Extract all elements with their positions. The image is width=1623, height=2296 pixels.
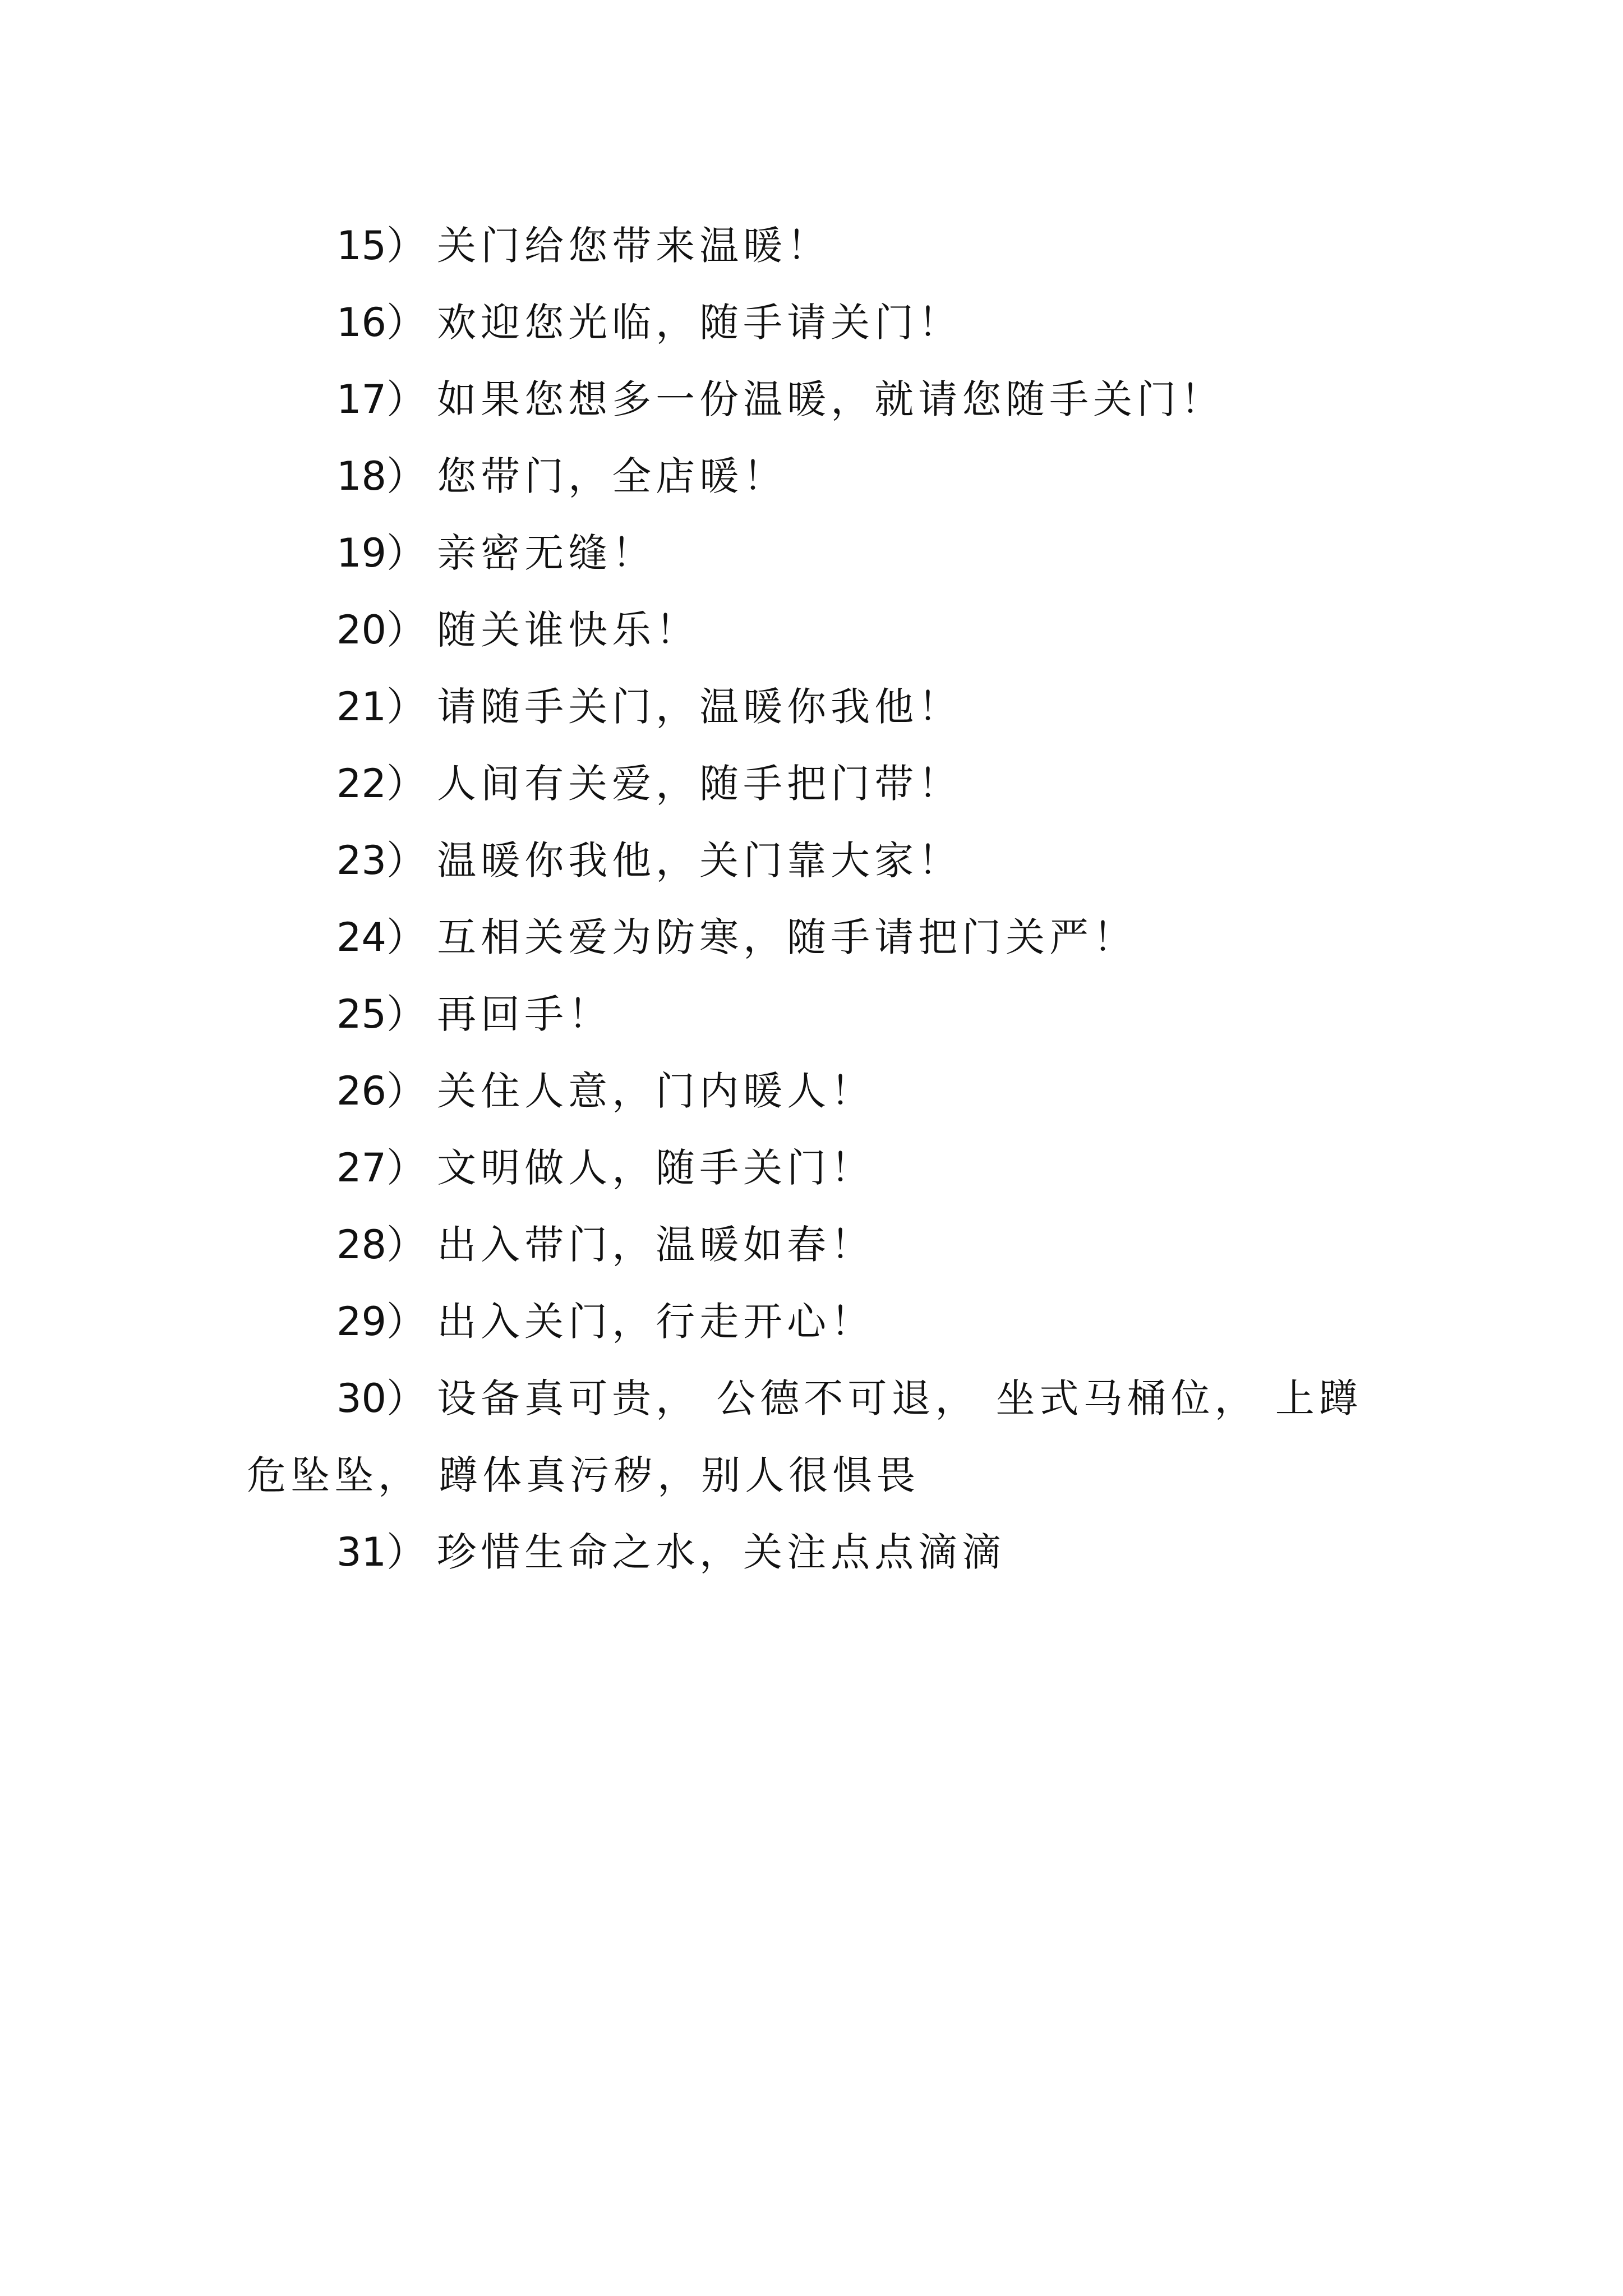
item-text: 温暖你我他，关门靠大家！ [437, 838, 962, 884]
item-number: 18） [336, 453, 426, 499]
item-text: 人间有关爱，随手把门带！ [437, 761, 962, 807]
item-text: 文明做人，随手关门！ [437, 1145, 875, 1191]
list-item [247, 1053, 1391, 1130]
list-item [247, 515, 1391, 592]
slogan-list [247, 208, 1391, 1591]
list-item [247, 1207, 1391, 1283]
item-text: 亲密无缝！ [437, 530, 656, 576]
list-item [247, 1130, 1391, 1207]
list-item [247, 899, 1391, 976]
list-item [247, 592, 1391, 669]
item-text: 互相关爱为防寒，随手请把门关严！ [437, 914, 1137, 960]
list-item [247, 438, 1391, 515]
item-number: 21） [336, 684, 426, 730]
list-item [247, 976, 1391, 1053]
list-item [247, 208, 1391, 284]
list-item [247, 361, 1391, 438]
item-number: 24） [336, 914, 426, 960]
item-text: 随关谁快乐！ [437, 607, 700, 653]
item-number: 22） [336, 761, 426, 807]
item-number: 20） [336, 607, 426, 653]
list-item [247, 1360, 1391, 1437]
item-text: 关住人意，门内暖人！ [437, 1068, 875, 1114]
item-text: 请随手关门，温暖你我他！ [437, 684, 962, 730]
item-text-line-2: 危坠坠， 蹲体真污秽，别人很惧畏 [247, 1452, 920, 1498]
list-item [247, 746, 1391, 822]
item-number: 15） [336, 223, 426, 269]
item-number: 28） [336, 1222, 426, 1268]
item-number: 16） [336, 300, 426, 346]
item-number: 30） [336, 1375, 426, 1421]
item-text: 出入带门，温暖如春！ [437, 1222, 875, 1268]
list-item [247, 822, 1391, 899]
list-item [247, 1283, 1391, 1360]
item-number: 25） [336, 991, 426, 1037]
list-item-continuation [247, 1437, 1391, 1514]
item-number: 29） [336, 1299, 426, 1345]
item-text: 再回手！ [437, 991, 612, 1037]
item-text: 出入关门，行走开心！ [437, 1299, 875, 1345]
item-text-line-1: 设备真可贵， 公德不可退， 坐式马桶位， 上蹲 [437, 1375, 1363, 1421]
item-number: 27） [336, 1145, 426, 1191]
list-item [247, 1514, 1391, 1591]
item-text: 欢迎您光临，随手请关门！ [437, 300, 962, 346]
item-number: 26） [336, 1068, 426, 1114]
list-item [247, 284, 1391, 361]
item-number: 23） [336, 838, 426, 884]
item-text: 关门给您带来温暖！ [437, 223, 831, 269]
item-text: 您带门，全店暖！ [437, 453, 787, 499]
item-text: 珍惜生命之水，关注点点滴滴 [437, 1529, 1006, 1575]
list-item [247, 669, 1391, 746]
item-number: 17） [336, 376, 426, 422]
item-number: 31） [336, 1529, 426, 1575]
item-text: 如果您想多一份温暖，就请您随手关门！ [437, 376, 1225, 422]
item-number: 19） [336, 530, 426, 576]
